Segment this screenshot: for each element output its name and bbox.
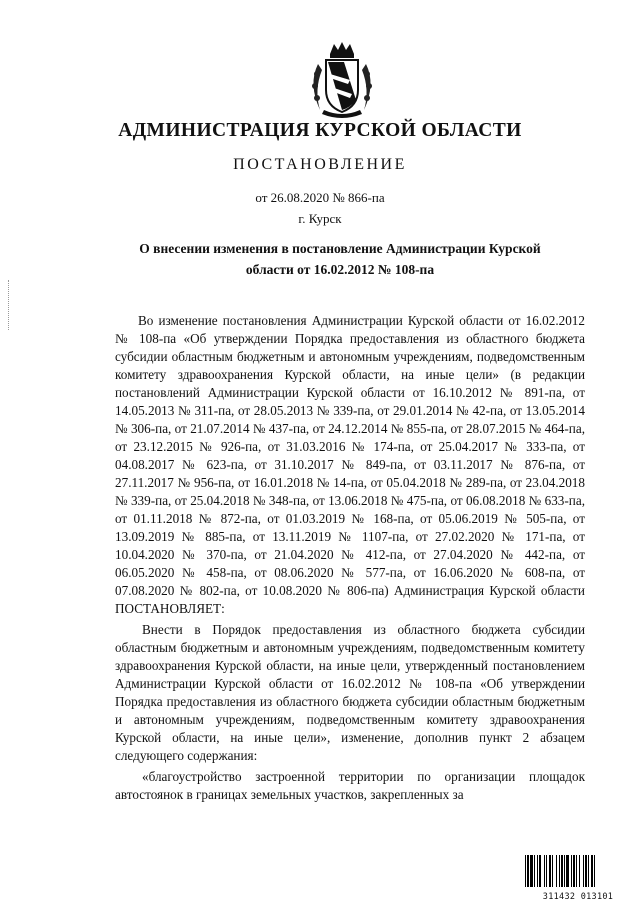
body-paragraph: Внести в Порядок предоставления из областного бюджета субсидии областным бюджетным и автономным учреждениям, подведомственным комитету здравоохранения Курской области, на иные цели, утвержденный постановлением Администрации Курской области от 16.02.2012 № 108-па «Об утверждении Порядка предоставления из областного бюджета субсидии областным бюджетным и автономным учреждениям, подведомственным комитету здравоохранения Курской области, на иные цели», изменение, дополнив пункт 2 абзацем следующего содержания: bbox=[115, 622, 585, 763]
coat-of-arms-emblem bbox=[300, 40, 384, 120]
organization-title: АДМИНИСТРАЦИЯ КУРСКОЙ ОБЛАСТИ bbox=[118, 120, 522, 141]
barcode bbox=[524, 855, 632, 902]
margin-mark bbox=[8, 280, 11, 330]
document-type: ПОСТАНОВЛЕНИЕ bbox=[233, 156, 407, 173]
document-date-number: от 26.08.2020 № 866-па bbox=[255, 190, 385, 205]
document-city: г. Курск bbox=[298, 211, 342, 226]
barcode-bars bbox=[524, 855, 632, 887]
body-paragraph: «благоустройство застроенной территории по организации площадок автостоянок в границах земельных участков, закрепленных за bbox=[115, 769, 585, 802]
barcode-number: 311432 013101 bbox=[542, 892, 614, 902]
body-paragraph: Во изменение постановления Администрации Курской области от 16.02.2012 № 108-па «Об утверждении Порядка предоставления из областного бюджета субсидии областным бюджетным и автономным учреждениям, подведомственным комитету здравоохранения Курской области, на иные цели» (в редакции постановлений Администрации Курской области от 16.10.2012 № 891-па, от 14.05.2013 № 311-па, от 28.05.2013 № 339-па, от 29.01.2014 № 42-па, от 13.05.2014 № 306-па, от 21.07.2014 № 437-па, от 24.12.2014 № 855-па, от 28.07.2015 № 464-па, от 23.12.2015 № 926-па, от 31.03.2016 № 174-па, от 25.04.2017 № 333-па, от 04.08.2017 № 623-па, от 31.10.2017 № 849-па, от 03.11.2017 № 876-па, от 27.11.2017 № 956-па, от 16.01.2018 № 14-па, от 05.04.2018 № 289-па, от 23.04.2018 № 339-па, от 25.04.2018 № 348-па, от 13.06.2018 № 475-па, от 06.08.2018 № 633-па, от 01.11.2018 № 872-па, от 01.03.2019 № 168-па, от 05.06.2019 № 505-па, от 13.09.2019 № 885-па, от 13.11.2019 № 1107-па, от 27.02.2020 № 171-па, от 10.04.2020 № 370-па, от 21.04.2020 № 412-па, от 27.04.2020 № 442-па, от 06.05.2020 № 458-па, от 08.06.2020 № 577-па, от 16.06.2020 № 608-па, от 07.08.2020 № 802-па, от 10.08.2020 № 806-па) Администрация Курской области ПОСТАНОВЛЯЕТ: bbox=[115, 313, 585, 616]
document-subject: О внесении изменения в постановление Администрации Курской области от 16.02.2012 № 108-па bbox=[139, 241, 541, 277]
document-body bbox=[115, 312, 585, 804]
